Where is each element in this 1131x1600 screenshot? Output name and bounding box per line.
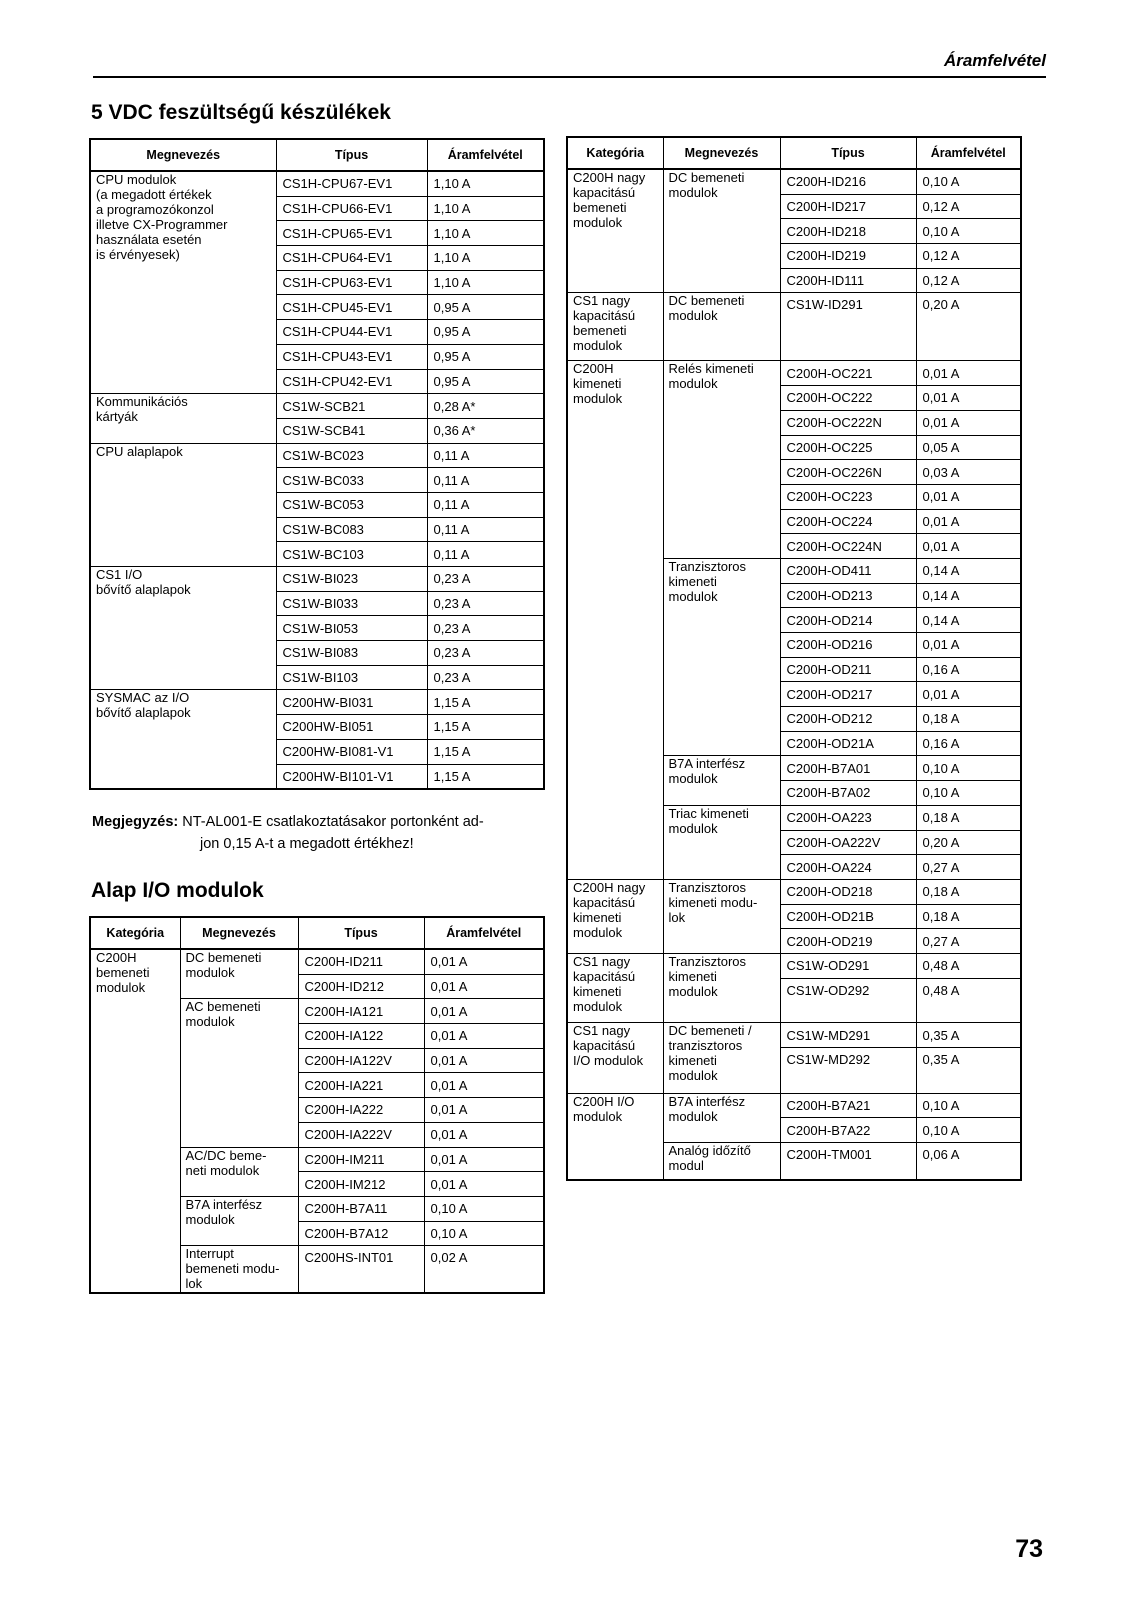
- table-5vdc: [89, 138, 545, 790]
- current-cell: 0,01 A: [424, 1073, 544, 1098]
- category-cell: CS1 nagy kapacitású bemeneti modulok: [567, 293, 663, 361]
- current-cell: 0,28 A*: [427, 394, 544, 419]
- current-cell: 1,10 A: [427, 196, 544, 221]
- current-cell: 0,06 A: [916, 1143, 1021, 1181]
- column-header: Kategória: [567, 137, 663, 169]
- type-cell: C200H-OC221: [780, 361, 916, 386]
- current-cell: 1,10 A: [427, 221, 544, 246]
- type-cell: CS1W-BC033: [276, 468, 427, 493]
- current-cell-empty: [916, 1072, 1021, 1094]
- name-cell: DC bemeneti / tranzisztoros kimeneti modulok: [663, 1023, 780, 1093]
- type-cell: C200H-B7A11: [298, 1196, 424, 1221]
- column-header: Típus: [276, 139, 427, 171]
- type-cell: C200H-B7A02: [780, 781, 916, 806]
- type-cell: C200H-OD21B: [780, 904, 916, 929]
- category-cell: C200H I/O modulok: [567, 1093, 663, 1180]
- category-cell: C200H bemeneti modulok: [90, 949, 180, 1293]
- type-cell: C200H-IA221: [298, 1073, 424, 1098]
- current-cell: 0,05 A: [916, 435, 1021, 460]
- type-cell: C200H-IA222: [298, 1098, 424, 1123]
- type-cell: CS1H-CPU63-EV1: [276, 270, 427, 295]
- category-cell: CS1 nagy kapacitású kimeneti modulok: [567, 953, 663, 1022]
- name-cell: B7A interfész modulok: [663, 756, 780, 805]
- type-cell: CS1W-MD291: [780, 1023, 916, 1048]
- current-cell: 0,48 A: [916, 978, 1021, 1002]
- name-cell: Tranzisztoros kimeneti modulok: [663, 953, 780, 1022]
- header-title: Áramfelvétel: [943, 51, 1046, 70]
- current-cell: 1,10 A: [427, 171, 544, 196]
- name-cell: DC bemeneti modulok: [663, 169, 780, 293]
- current-cell: 0,10 A: [424, 1196, 544, 1221]
- type-cell: C200H-OC226N: [780, 460, 916, 485]
- name-cell: Triac kimeneti modulok: [663, 805, 780, 879]
- name-cell: CPU modulok (a megadott értékek a programozókonzol illetve CX-Programmer használata esetén is érvényesek): [90, 171, 276, 394]
- category-cell: C200H nagy kapacitású kimeneti modulok: [567, 879, 663, 953]
- type-cell: CS1W-SCB21: [276, 394, 427, 419]
- current-cell: 0,01 A: [916, 484, 1021, 509]
- current-cell: 1,10 A: [427, 246, 544, 271]
- section-title-alap-io: Alap I/O modulok: [91, 879, 264, 902]
- type-cell: C200H-IM212: [298, 1172, 424, 1197]
- current-cell: 0,23 A: [427, 616, 544, 641]
- name-cell: DC bemeneti modulok: [180, 949, 298, 999]
- name-cell: Relés kimeneti modulok: [663, 361, 780, 559]
- type-cell: CS1W-BI083: [276, 641, 427, 666]
- current-cell: 0,48 A: [916, 953, 1021, 978]
- type-cell: C200H-B7A01: [780, 756, 916, 781]
- current-cell: 0,11 A: [427, 492, 544, 517]
- current-cell: 0,12 A: [916, 268, 1021, 293]
- column-header: Megnevezés: [663, 137, 780, 169]
- current-cell: 0,23 A: [427, 665, 544, 690]
- type-cell: C200H-OC222N: [780, 410, 916, 435]
- current-cell: 0,10 A: [424, 1221, 544, 1246]
- column-header: Megnevezés: [180, 917, 298, 949]
- table-row: [90, 567, 544, 592]
- current-cell: 0,10 A: [916, 781, 1021, 806]
- current-cell: 0,01 A: [916, 633, 1021, 658]
- type-cell-empty: [780, 1072, 916, 1094]
- type-cell: CS1W-OD292: [780, 978, 916, 1002]
- type-cell: CS1H-CPU45-EV1: [276, 295, 427, 320]
- current-cell: 0,10 A: [916, 756, 1021, 781]
- name-cell: Tranzisztoros kimeneti modulok: [663, 558, 780, 756]
- type-cell: CS1W-BC023: [276, 443, 427, 468]
- table-row: [90, 690, 544, 715]
- type-cell: CS1W-BI103: [276, 665, 427, 690]
- type-cell: C200H-B7A22: [780, 1118, 916, 1143]
- current-cell: 0,01 A: [424, 974, 544, 999]
- current-cell: 1,15 A: [427, 739, 544, 764]
- current-cell: 1,10 A: [427, 270, 544, 295]
- type-cell: CS1W-MD292: [780, 1048, 916, 1072]
- name-cell: Analóg időzítő modul: [663, 1143, 780, 1181]
- table-row: [90, 443, 544, 468]
- note-line1: NT-AL001-E csatlakoztatásakor portonként ad-: [182, 814, 484, 830]
- current-cell: 0,18 A: [916, 805, 1021, 830]
- type-cell: C200H-IA122V: [298, 1048, 424, 1073]
- name-cell: B7A interfész modulok: [663, 1093, 780, 1142]
- current-cell: 0,01 A: [916, 410, 1021, 435]
- name-cell: B7A interfész modulok: [180, 1196, 298, 1245]
- type-cell: CS1W-BC053: [276, 492, 427, 517]
- type-cell: C200H-ID111: [780, 268, 916, 293]
- name-cell: Tranzisztoros kimeneti modu- lok: [663, 879, 780, 953]
- column-header: Áramfelvétel: [427, 139, 544, 171]
- current-cell: 0,16 A: [916, 657, 1021, 682]
- type-cell: C200HS-INT01: [298, 1246, 424, 1294]
- type-cell: C200H-OD216: [780, 633, 916, 658]
- table-row: [90, 394, 544, 419]
- name-cell: AC/DC beme- neti modulok: [180, 1147, 298, 1196]
- current-cell: 0,10 A: [916, 219, 1021, 244]
- type-cell: C200H-OA223: [780, 805, 916, 830]
- name-cell: CS1 I/O bővítő alaplapok: [90, 567, 276, 690]
- note-line2: jon 0,15 A-t a megadott értékhez!: [200, 836, 414, 852]
- current-cell: 0,95 A: [427, 320, 544, 345]
- current-cell: 0,11 A: [427, 517, 544, 542]
- current-cell: 0,01 A: [424, 1024, 544, 1049]
- current-cell: 0,20 A: [916, 830, 1021, 855]
- current-cell: 0,10 A: [916, 169, 1021, 194]
- column-header: Kategória: [90, 917, 180, 949]
- table-row: [90, 949, 544, 974]
- type-cell: CS1W-BC083: [276, 517, 427, 542]
- type-cell: CS1W-ID291: [780, 293, 916, 361]
- current-cell: 0,01 A: [916, 534, 1021, 559]
- current-cell: 0,01 A: [916, 509, 1021, 534]
- current-cell: 0,10 A: [916, 1093, 1021, 1118]
- current-cell: 0,95 A: [427, 295, 544, 320]
- current-cell: 0,01 A: [424, 1172, 544, 1197]
- table-row: [567, 169, 1021, 194]
- current-cell: 0,01 A: [424, 1048, 544, 1073]
- category-cell: C200H nagy kapacitású bemeneti modulok: [567, 169, 663, 293]
- type-cell: C200H-IM211: [298, 1147, 424, 1172]
- current-cell: 0,01 A: [424, 1098, 544, 1123]
- type-cell: C200H-OC224: [780, 509, 916, 534]
- type-cell: C200H-OA222V: [780, 830, 916, 855]
- note-label: Megjegyzés:: [92, 814, 179, 830]
- type-cell: CS1H-CPU64-EV1: [276, 246, 427, 271]
- type-cell: C200H-ID211: [298, 949, 424, 974]
- type-cell: C200H-ID212: [298, 974, 424, 999]
- type-cell: CS1H-CPU65-EV1: [276, 221, 427, 246]
- section-title-5vdc: 5 VDC feszültségű készülékek: [91, 101, 391, 124]
- category-cell: CS1 nagy kapacitású I/O modulok: [567, 1023, 663, 1093]
- type-cell: C200H-ID217: [780, 194, 916, 219]
- current-cell: 0,27 A: [916, 855, 1021, 880]
- type-cell: C200HW-BI081-V1: [276, 739, 427, 764]
- current-cell: 0,14 A: [916, 558, 1021, 583]
- current-cell: 0,01 A: [424, 949, 544, 974]
- type-cell: C200HW-BI051: [276, 715, 427, 740]
- type-cell: CS1W-BI053: [276, 616, 427, 641]
- type-cell: C200H-OD219: [780, 929, 916, 954]
- current-cell: 1,15 A: [427, 690, 544, 715]
- name-cell: Kommunikációs kártyák: [90, 394, 276, 443]
- type-cell: C200H-TM001: [780, 1143, 916, 1181]
- type-cell: C200H-OA224: [780, 855, 916, 880]
- table-row: [567, 1093, 1021, 1118]
- table-row: [567, 953, 1021, 978]
- current-cell: 0,18 A: [916, 904, 1021, 929]
- current-cell: 0,95 A: [427, 369, 544, 394]
- type-cell: C200H-OD21A: [780, 731, 916, 756]
- table-io-right: [566, 136, 1022, 1181]
- type-cell: C200H-OD218: [780, 879, 916, 904]
- type-cell: C200H-OD212: [780, 707, 916, 732]
- current-cell: 0,01 A: [424, 1122, 544, 1147]
- page-header: [93, 48, 1046, 78]
- type-cell: C200H-OD217: [780, 682, 916, 707]
- type-cell: C200H-OD213: [780, 583, 916, 608]
- type-cell: C200H-ID218: [780, 219, 916, 244]
- category-cell: C200H kimeneti modulok: [567, 361, 663, 879]
- type-cell: C200H-ID219: [780, 244, 916, 269]
- column-header: Áramfelvétel: [424, 917, 544, 949]
- type-cell: C200H-OD211: [780, 657, 916, 682]
- table-row: [90, 171, 544, 196]
- current-cell: 0,18 A: [916, 879, 1021, 904]
- table-row: [567, 361, 1021, 386]
- current-cell: 0,10 A: [916, 1118, 1021, 1143]
- current-cell: 0,01 A: [424, 1147, 544, 1172]
- name-cell: CPU alaplapok: [90, 443, 276, 566]
- type-cell: C200H-ID216: [780, 169, 916, 194]
- type-cell: C200H-B7A12: [298, 1221, 424, 1246]
- table-alap-io: [89, 916, 545, 1294]
- current-cell: 0,11 A: [427, 443, 544, 468]
- type-cell: C200HW-BI101-V1: [276, 764, 427, 789]
- type-cell: CS1W-OD291: [780, 953, 916, 978]
- name-cell: Interrupt bemeneti modu- lok: [180, 1246, 298, 1294]
- current-cell: 0,01 A: [424, 999, 544, 1024]
- type-cell: CS1H-CPU67-EV1: [276, 171, 427, 196]
- current-cell: 0,20 A: [916, 293, 1021, 361]
- name-cell: DC bemeneti modulok: [663, 293, 780, 361]
- current-cell: 0,14 A: [916, 608, 1021, 633]
- current-cell: 0,35 A: [916, 1023, 1021, 1048]
- current-cell: 0,18 A: [916, 707, 1021, 732]
- type-cell: CS1W-BI023: [276, 567, 427, 592]
- type-cell: C200H-OD411: [780, 558, 916, 583]
- type-cell: CS1W-BC103: [276, 542, 427, 567]
- column-header: Típus: [298, 917, 424, 949]
- type-cell: C200H-B7A21: [780, 1093, 916, 1118]
- type-cell: CS1H-CPU42-EV1: [276, 369, 427, 394]
- page-number: 73: [1015, 1535, 1043, 1563]
- current-cell: 0,27 A: [916, 929, 1021, 954]
- current-cell: 1,15 A: [427, 764, 544, 789]
- current-cell: 0,02 A: [424, 1246, 544, 1294]
- type-cell: CS1H-CPU66-EV1: [276, 196, 427, 221]
- note: [92, 811, 562, 855]
- current-cell: 0,03 A: [916, 460, 1021, 485]
- table-row: [567, 293, 1021, 361]
- current-cell: 0,23 A: [427, 641, 544, 666]
- current-cell: 0,01 A: [916, 682, 1021, 707]
- current-cell-empty: [916, 1002, 1021, 1023]
- current-cell: 0,23 A: [427, 567, 544, 592]
- type-cell: C200H-OC225: [780, 435, 916, 460]
- current-cell: 0,95 A: [427, 344, 544, 369]
- current-cell: 0,14 A: [916, 583, 1021, 608]
- column-header: Áramfelvétel: [916, 137, 1021, 169]
- type-cell: C200HW-BI031: [276, 690, 427, 715]
- current-cell: 0,11 A: [427, 468, 544, 493]
- current-cell: 1,15 A: [427, 715, 544, 740]
- type-cell: CS1H-CPU43-EV1: [276, 344, 427, 369]
- name-cell: AC bemeneti modulok: [180, 999, 298, 1147]
- column-header: Típus: [780, 137, 916, 169]
- current-cell: 0,11 A: [427, 542, 544, 567]
- current-cell: 0,12 A: [916, 244, 1021, 269]
- current-cell: 0,01 A: [916, 361, 1021, 386]
- type-cell: C200H-IA122: [298, 1024, 424, 1049]
- current-cell: 0,16 A: [916, 731, 1021, 756]
- column-header: Megnevezés: [90, 139, 276, 171]
- current-cell: 0,35 A: [916, 1048, 1021, 1072]
- type-cell: C200H-OC223: [780, 484, 916, 509]
- type-cell: CS1W-SCB41: [276, 418, 427, 443]
- current-cell: 0,23 A: [427, 591, 544, 616]
- type-cell: CS1H-CPU44-EV1: [276, 320, 427, 345]
- type-cell: CS1W-BI033: [276, 591, 427, 616]
- type-cell: C200H-OD214: [780, 608, 916, 633]
- current-cell: 0,01 A: [916, 386, 1021, 411]
- type-cell: C200H-OC224N: [780, 534, 916, 559]
- type-cell: C200H-IA121: [298, 999, 424, 1024]
- type-cell-empty: [780, 1002, 916, 1023]
- name-cell: SYSMAC az I/O bővítő alaplapok: [90, 690, 276, 789]
- current-cell: 0,12 A: [916, 194, 1021, 219]
- type-cell: C200H-OC222: [780, 386, 916, 411]
- table-row: [567, 879, 1021, 904]
- type-cell: C200H-IA222V: [298, 1122, 424, 1147]
- table-row: [567, 1023, 1021, 1048]
- current-cell: 0,36 A*: [427, 418, 544, 443]
